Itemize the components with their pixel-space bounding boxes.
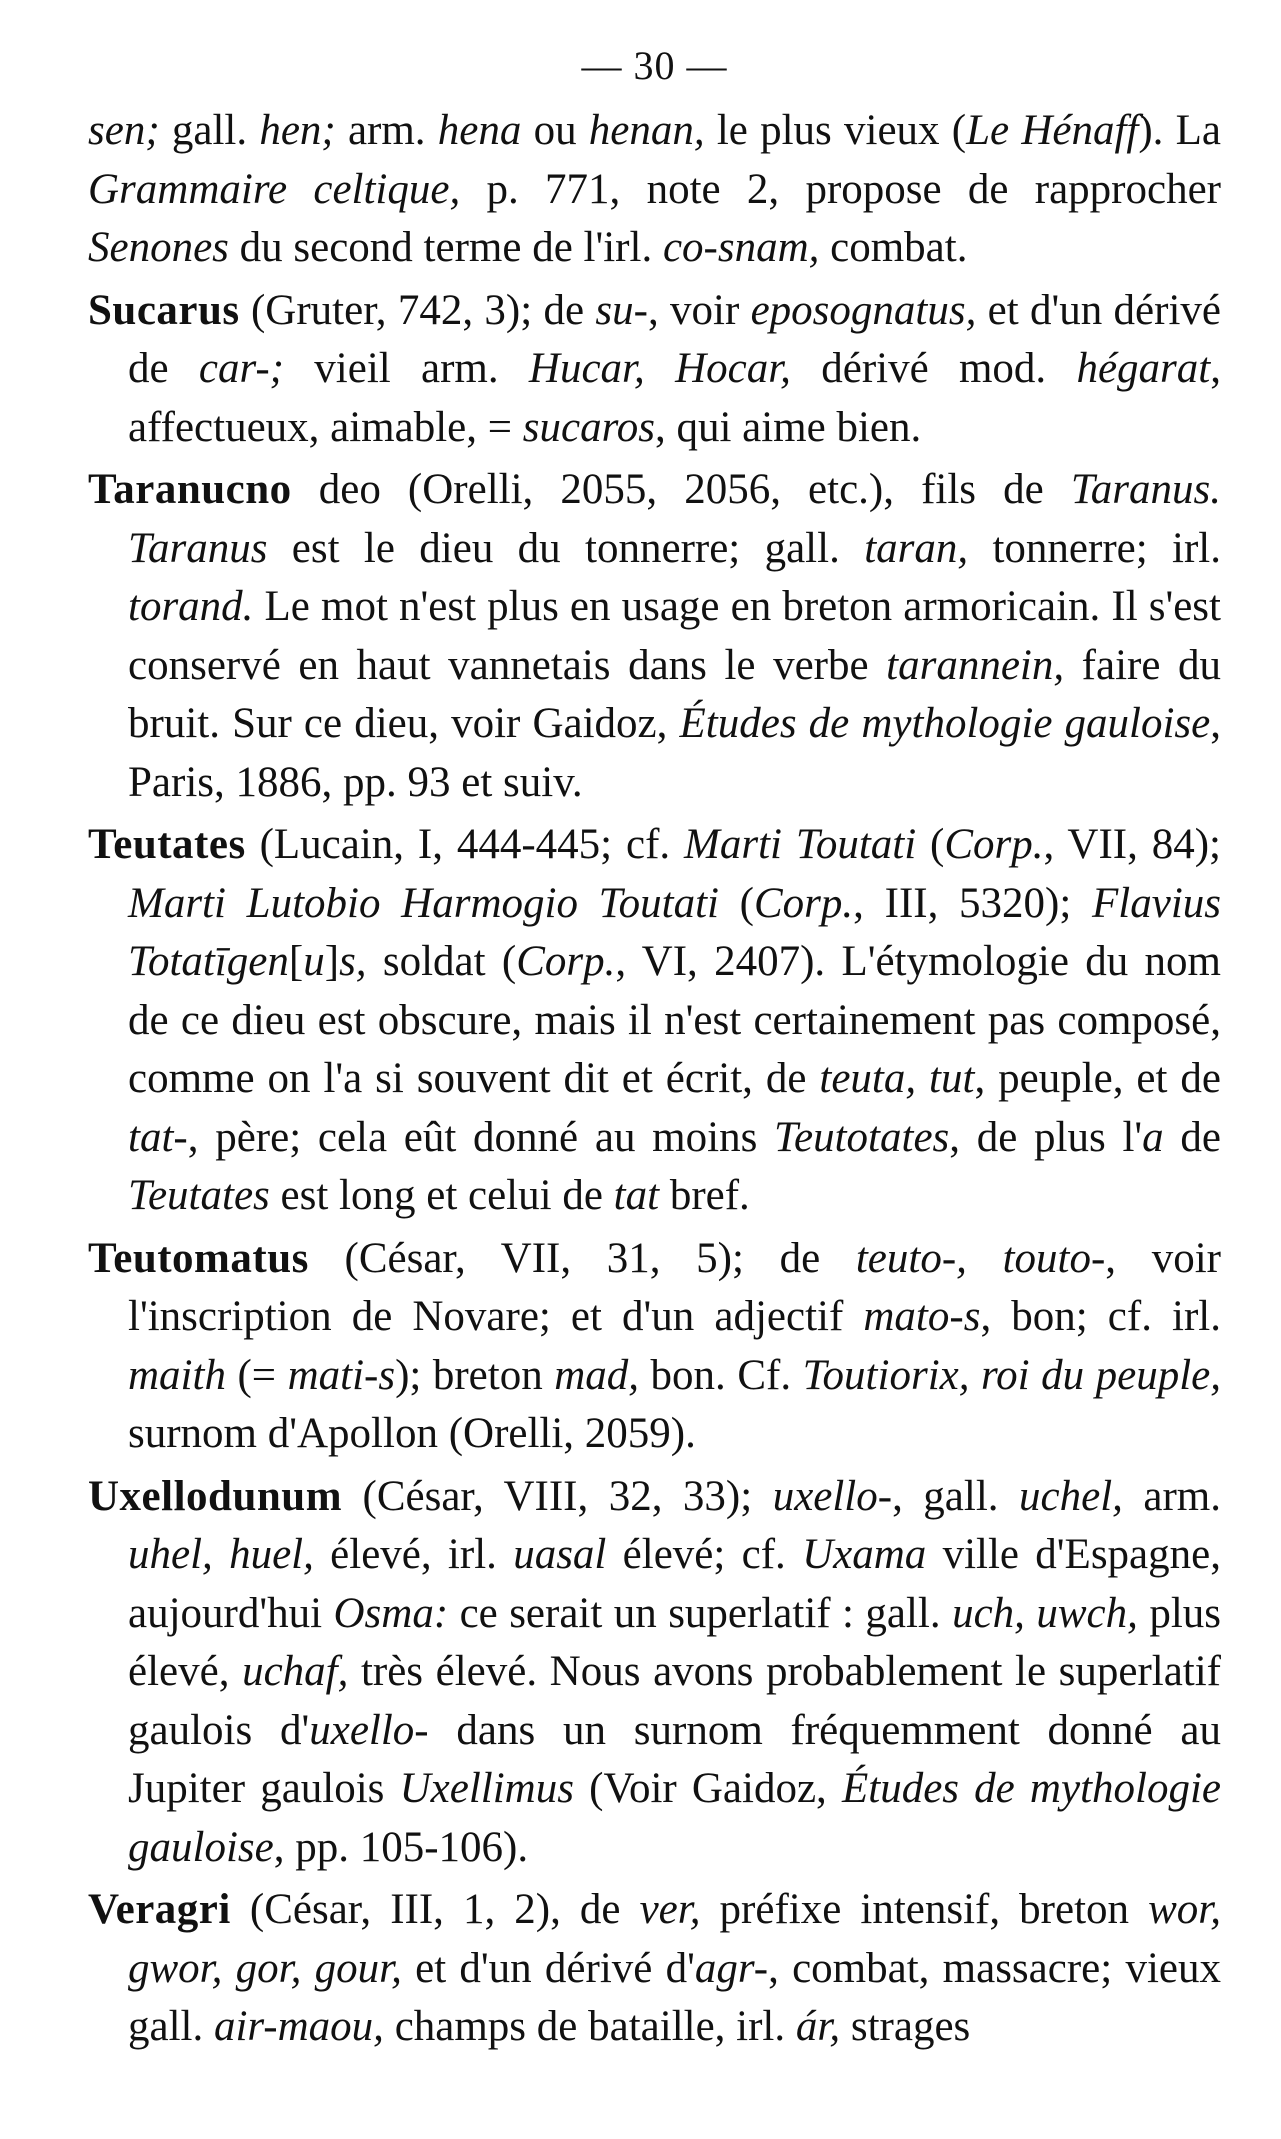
italic-term: u bbox=[303, 938, 325, 985]
italic-term: teuta, tut bbox=[819, 1055, 975, 1102]
entry-text: , Paris, 1886, pp. 93 et suiv. bbox=[128, 700, 1221, 806]
entry-text: deo (Orelli, 2055, 2056, etc.), fils de bbox=[291, 466, 1071, 513]
italic-term: sucaros bbox=[522, 403, 655, 451]
entry-text: (Voir Gaidoz, bbox=[573, 1765, 842, 1812]
entry-text: élevé, irl. bbox=[313, 1531, 514, 1578]
italic-term: Toutiorix, roi du peuple, bbox=[802, 1351, 1221, 1399]
entry-text: tonnerre; irl. bbox=[968, 524, 1221, 572]
italic-term: tat bbox=[613, 1172, 660, 1219]
entry-text: [ bbox=[288, 938, 304, 985]
entry-text: gall. bbox=[159, 107, 260, 154]
italic-term: maith bbox=[128, 1351, 226, 1399]
entry-text: est long et celui de bbox=[269, 1172, 614, 1219]
entry-text: ] bbox=[324, 938, 340, 985]
entry-text: plus élevé, bbox=[128, 1589, 1221, 1695]
entry-text: , père; cela eût donné au moins bbox=[187, 1113, 775, 1161]
entry-lemma: Taranucno bbox=[88, 466, 292, 513]
entry-text: surnom d'Apollon (Orelli, 2059). bbox=[128, 1410, 696, 1457]
entry-lemma: Uxellodunum bbox=[88, 1472, 343, 1520]
entry-text: ou bbox=[521, 107, 589, 154]
entry-text: est le dieu du tonnerre; gall. bbox=[267, 524, 865, 572]
italic-term: tarannein, bbox=[886, 641, 1065, 689]
entry-list bbox=[88, 102, 1221, 2057]
italic-term: henan, bbox=[588, 107, 705, 154]
entry-text: strages bbox=[840, 2003, 971, 2050]
italic-term: Le Hénaff bbox=[966, 107, 1139, 154]
entry-text: p. 771, note 2, propose de rapprocher bbox=[460, 165, 1221, 213]
entry-text: (Lucain, I, 444-445; cf. bbox=[245, 821, 685, 868]
italic-term: Taranus. Taranus bbox=[128, 466, 1221, 572]
entry-text: , voir l'inscription de Novare; et d'un adjectif bbox=[128, 1234, 1221, 1340]
italic-term: uchel, bbox=[1019, 1472, 1123, 1520]
entry-text: , VII, 84); bbox=[1043, 821, 1221, 868]
italic-term: Corp. bbox=[944, 821, 1044, 868]
entry-text: , gall. bbox=[892, 1472, 1020, 1520]
italic-term: car-; bbox=[198, 345, 284, 392]
italic-term: uhel, huel, bbox=[128, 1531, 314, 1578]
italic-term: torand. bbox=[128, 583, 254, 630]
entry-text: arm. bbox=[1122, 1472, 1221, 1520]
italic-term: a bbox=[1142, 1113, 1164, 1161]
italic-term: wor, gwor, gor, gour, bbox=[128, 1886, 1221, 1992]
italic-term: uxello- bbox=[772, 1472, 893, 1520]
entry-text: ); breton bbox=[395, 1351, 555, 1399]
entry-lemma: Sucarus bbox=[88, 286, 240, 334]
italic-term: hena bbox=[437, 107, 522, 154]
page-number: — 30 — bbox=[581, 43, 728, 88]
italic-term: su- bbox=[595, 286, 648, 334]
entry-text: vieil arm. bbox=[284, 345, 529, 392]
italic-term: mati-s bbox=[287, 1351, 396, 1399]
entry-text: ). La bbox=[1138, 107, 1221, 154]
entry-text: (Gruter, 742, 3); de bbox=[239, 286, 596, 334]
entry-lemma: Teutates bbox=[88, 821, 246, 868]
italic-term: uch, uwch, bbox=[952, 1589, 1138, 1637]
entry-text: et d'un dérivé de bbox=[128, 286, 1221, 392]
entry-text: , combat, massacre; vieux gall. bbox=[128, 1944, 1221, 2050]
italic-term: agr- bbox=[694, 1944, 769, 1992]
italic-term: tat- bbox=[128, 1113, 188, 1161]
italic-term: mad, bbox=[554, 1351, 640, 1399]
entry-text: de bbox=[1163, 1113, 1221, 1161]
italic-term: Uxama bbox=[802, 1531, 927, 1578]
entry-text: bref. bbox=[659, 1172, 750, 1219]
entry-text: champs de bataille, irl. bbox=[383, 2003, 796, 2050]
entry-text: et d'un dérivé d' bbox=[401, 1944, 695, 1992]
entry-text: , voir bbox=[647, 286, 751, 334]
entry-lemma: Veragri bbox=[88, 1886, 231, 1933]
entry-text: , III, 5320); bbox=[853, 879, 1093, 927]
entry-text: élevé; cf. bbox=[606, 1531, 803, 1578]
italic-term: Corp. bbox=[754, 879, 854, 927]
italic-term: Senones bbox=[88, 224, 229, 271]
entry-text: ( bbox=[718, 879, 754, 927]
italic-term: Flavius Totatīgen bbox=[128, 879, 1221, 985]
entry-text: , pp. 105-106). bbox=[273, 1823, 529, 1871]
entry-text: arm. bbox=[335, 107, 438, 154]
entry-text: Le mot n'est plus en usage en breton armoricain. Il s'est conservé en haut vannetais dans le verbe bbox=[128, 583, 1221, 689]
italic-term: Marti Lutobio Harmogio Toutati bbox=[128, 879, 719, 927]
entry-text: , qui aime bien. bbox=[654, 403, 922, 451]
italic-term: uasal bbox=[513, 1531, 607, 1578]
entry-text: ( bbox=[916, 821, 945, 868]
italic-term: eposognatus, bbox=[750, 286, 977, 334]
italic-term: teuto-, touto- bbox=[855, 1234, 1106, 1282]
entry-uxellodunum bbox=[88, 1468, 1221, 1878]
italic-term: Uxellimus bbox=[399, 1765, 574, 1812]
italic-term: co-snam, bbox=[662, 224, 820, 271]
italic-term: Grammaire celtique, bbox=[88, 165, 461, 213]
italic-term: Études de mythologie gauloise bbox=[679, 700, 1211, 747]
entry-teutates bbox=[88, 816, 1221, 1226]
entry-text: (César, VIII, 32, 33); bbox=[342, 1472, 773, 1520]
italic-term: ár, bbox=[795, 2003, 841, 2050]
entry-text: ce serait un superlatif : gall. bbox=[448, 1589, 953, 1637]
italic-term: ver, bbox=[639, 1886, 701, 1933]
italic-term: Teutates bbox=[128, 1172, 270, 1219]
entry-text: bon. Cf. bbox=[639, 1351, 803, 1399]
italic-term: Osma: bbox=[333, 1589, 449, 1637]
entry-text: combat. bbox=[819, 224, 968, 271]
italic-term: Études de mythologie gauloise bbox=[128, 1765, 1222, 1871]
entry-sucarus bbox=[88, 282, 1221, 458]
entry-text: dérivé mod. bbox=[790, 345, 1077, 392]
entry-text: très élevé. Nous avons probablement le superlatif gaulois d' bbox=[128, 1648, 1222, 1754]
entry-lemma: Teutomatus bbox=[88, 1234, 309, 1282]
entry-text: , bon; cf. irl. bbox=[980, 1293, 1221, 1340]
italic-term: hégarat bbox=[1076, 345, 1211, 392]
entry-continuation bbox=[88, 102, 1221, 278]
entry-text: soldat ( bbox=[366, 938, 517, 985]
entry-text: faire du bruit. Sur ce dieu, voir Gaidoz, bbox=[128, 641, 1222, 747]
italic-term: taran, bbox=[864, 524, 969, 572]
italic-term: Hucar, Hocar, bbox=[528, 345, 791, 392]
entry-teutomatus bbox=[88, 1230, 1221, 1464]
italic-term: air-maou, bbox=[213, 2003, 384, 2050]
entry-text: préfixe intensif, breton bbox=[700, 1886, 1149, 1933]
italic-term: Corp. bbox=[516, 938, 616, 985]
italic-term: s, bbox=[339, 938, 367, 985]
entry-text: , peuple, et de bbox=[974, 1055, 1221, 1102]
italic-term: hen; bbox=[259, 107, 336, 154]
entry-text: du second terme de l'irl. bbox=[228, 224, 663, 271]
entry-text: (César, III, 1, 2), de bbox=[230, 1886, 640, 1933]
italic-term: sen; bbox=[88, 107, 160, 154]
italic-term: Teutotates bbox=[774, 1113, 950, 1161]
italic-term: mato-s bbox=[863, 1293, 981, 1340]
entry-taranucno bbox=[88, 461, 1221, 812]
entry-veragri bbox=[88, 1881, 1221, 2057]
entry-text: , affectueux, aimable, = bbox=[128, 345, 1221, 451]
entry-text: (César, VII, 31, 5); de bbox=[308, 1234, 856, 1282]
italic-term: Marti Toutati bbox=[684, 821, 917, 868]
entry-text: dans un surnom fréquemment donné au Jupiter gaulois bbox=[128, 1706, 1221, 1812]
entry-text: ville d'Espagne, aujourd'hui bbox=[128, 1531, 1221, 1637]
entry-text: , VI, 2407). L'étymologie du nom de ce dieu est obscure, mais il n'est certainement pas composé, comme on l'a si souvent dit et écrit, de bbox=[128, 938, 1221, 1102]
entry-text: le plus vieux ( bbox=[704, 107, 967, 154]
italic-term: uchaf, bbox=[242, 1648, 349, 1695]
entry-text: , de plus l' bbox=[949, 1113, 1143, 1161]
entry-text: (= bbox=[225, 1351, 288, 1399]
italic-term: uxello- bbox=[309, 1706, 429, 1754]
